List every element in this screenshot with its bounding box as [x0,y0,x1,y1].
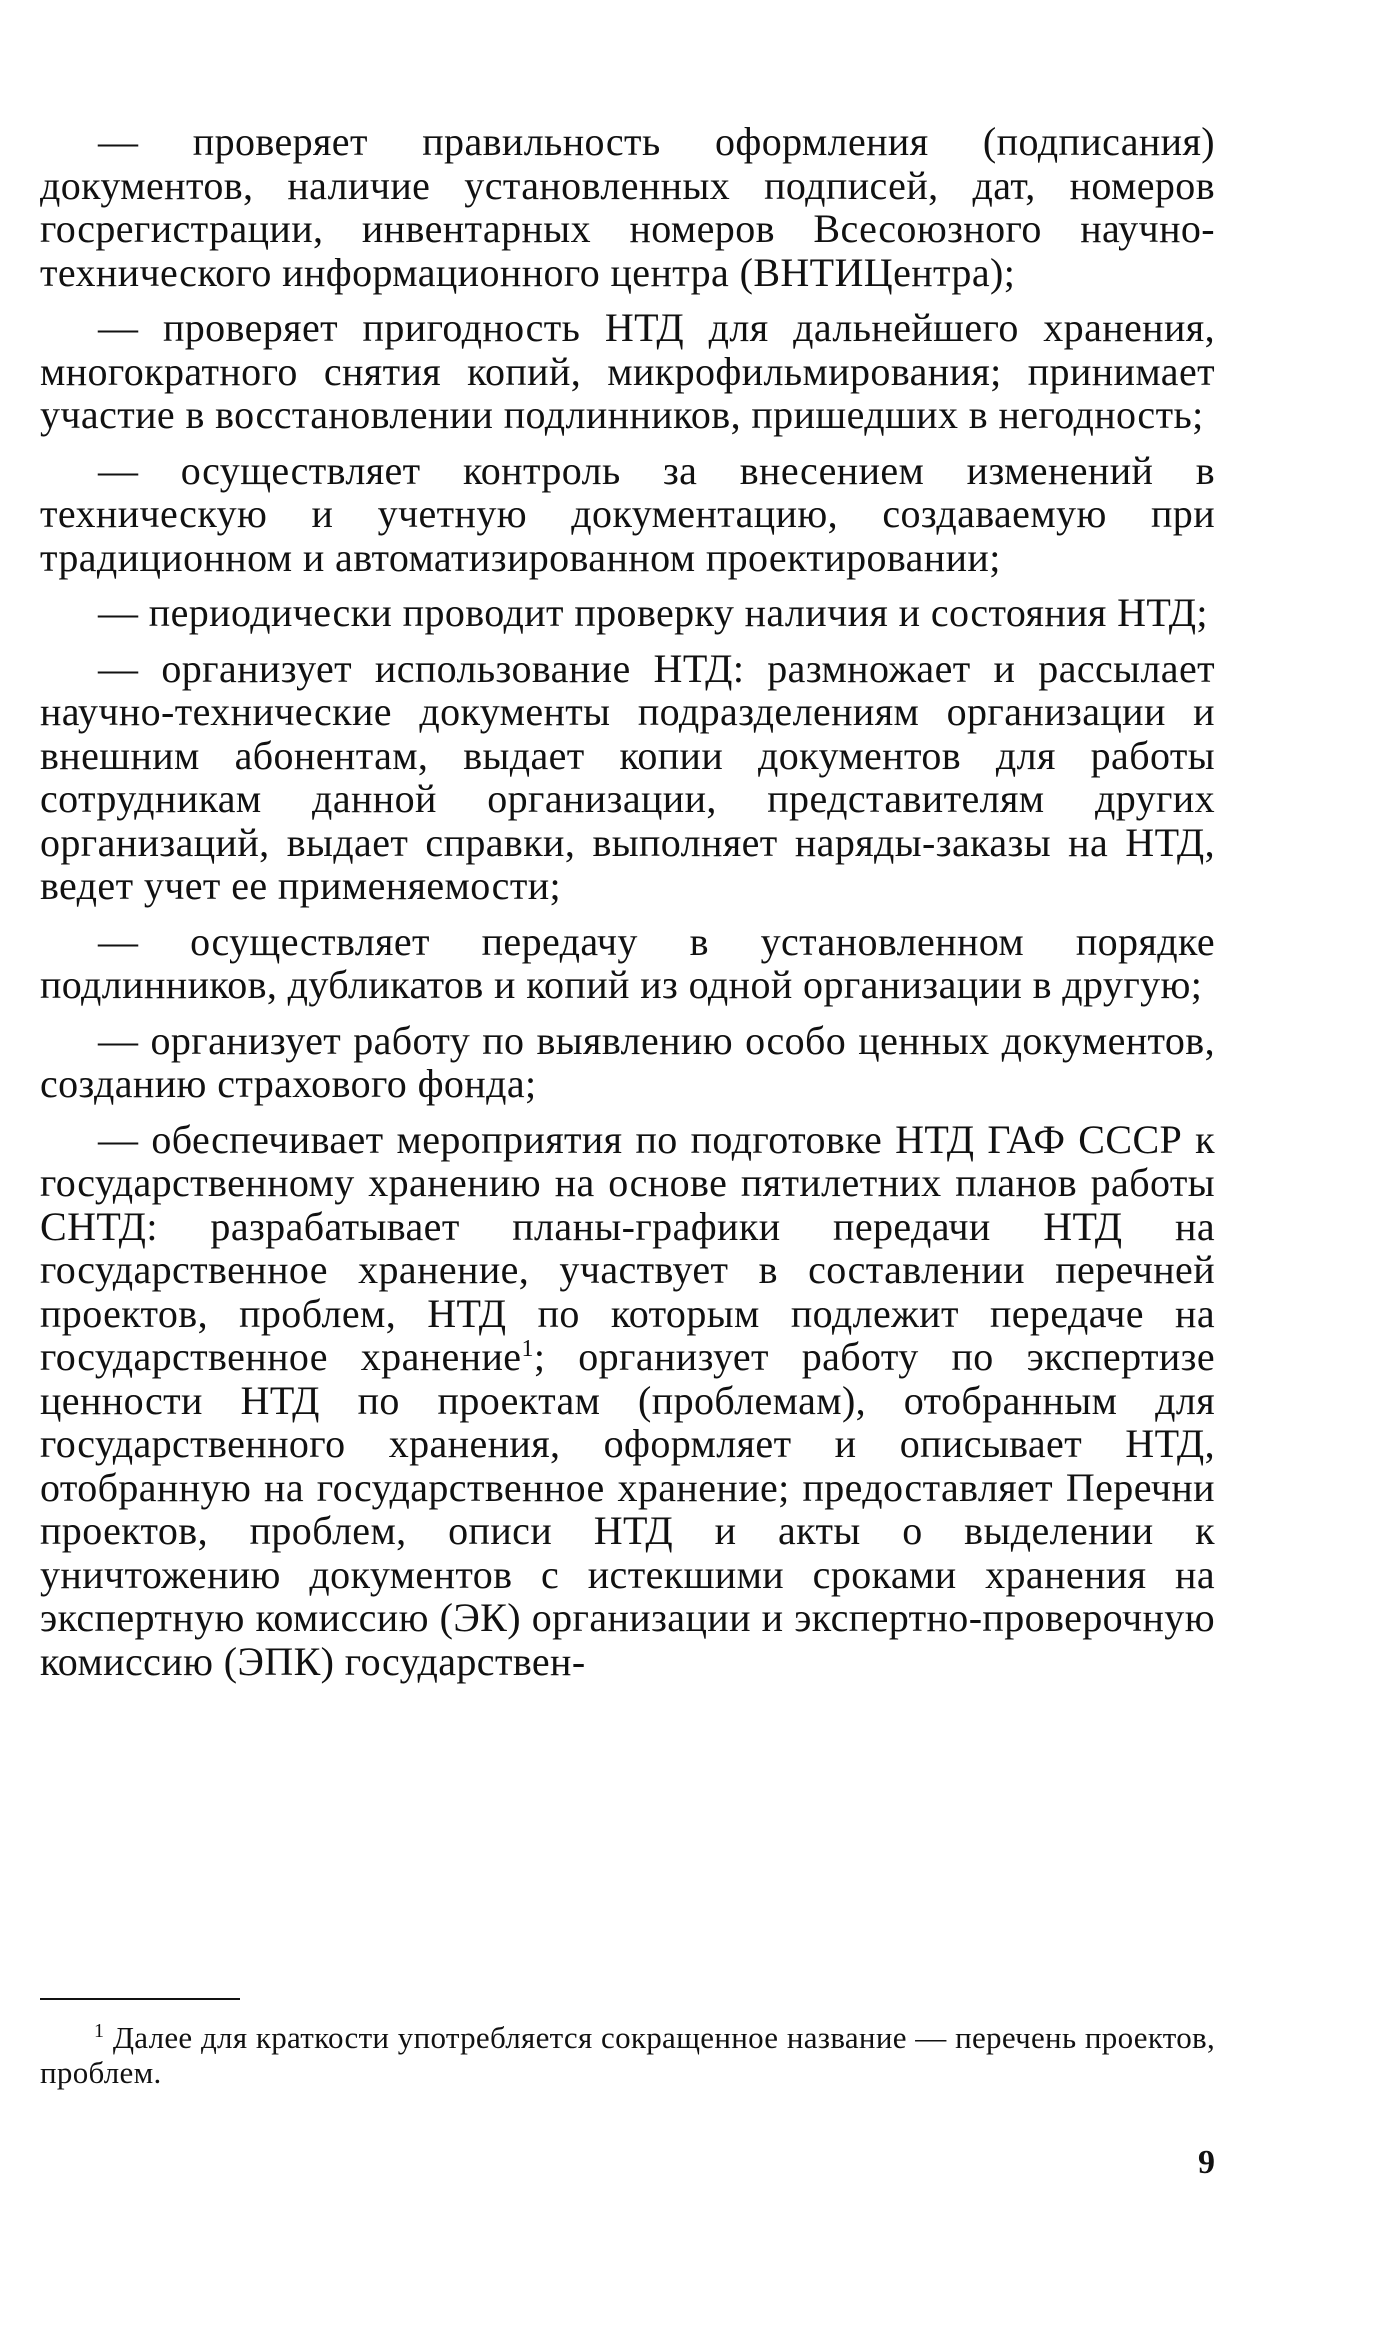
page-number: 9 [1198,2144,1215,2181]
paragraph-signature-check: — проверяет правильность оформления (подписания) документов, наличие установленных подписей, дат, номеров госрегистрации, инвентарных номеров Всесоюзного научно-технического информационного центра (ВНТИЦентра); [40,119,1215,295]
paragraph-usage-organization: — организует использование НТД: размножает и рассылает научно-технические документы подразделениям организации и внешним абонентам, выдает копии документов для работы сотрудникам данной организации, представителям других организаций, выдает справки, выполняет наряды-заказы на НТД, ведет учет ее применяемости; [40,645,1215,908]
paragraph-state-storage-part-1: — обеспечивает мероприятия по подготовке НТД ГАФ СССР к государственному хранению на основе пятилетних планов работы СНТД: разрабатывает планы-графики передачи НТД на государственное хранение, участвует в составлении перечней проектов, проблем, НТД по которым подлежит передаче на государственное хранение [40,1116,1215,1379]
paragraph-valuable-documents: — организует работу по выявлению особо ценных документов, созданию страхового фонда; [40,1017,1215,1106]
footnote-divider [40,1998,240,2000]
main-text [40,120,1215,1695]
footnote-mark: 1 [94,2020,105,2042]
paragraph-transfer: — осуществляет передачу в установленном порядке подлинников, дубликатов и копий из одной организации в другую; [40,918,1215,1007]
paragraph-suitability-check: — проверяет пригодность НТД для дальнейшего хранения, многократного снятия копий, микрофильмирования; принимает участие в восстановлении подлинников, пришедших в негодность; [40,305,1215,437]
paragraph-state-storage-part-2: ; организует работу по экспертизе ценности НТД по проектам (проблемам), отобранным для государственного хранения, оформляет и описывает НТД, отобранную на государственное хранение; предоставляет Перечни проектов, проблем, описи НТД и акты о выделении к уничтожению документов с истекшими сроками хранения на экспертную комиссию (ЭК) организации и экспертно-проверочную комиссию (ЭПК) государствен- [40,1334,1215,1684]
paragraph-change-control: — осуществляет контроль за внесением изменений в техническую и учетную документацию, создаваемую при традиционном и автоматизированном проектировании; [40,447,1215,580]
footnote-reference: 1 [521,1336,534,1362]
footnote [40,2020,1215,2090]
paragraph-periodic-check: — периодически проводит проверку наличия и состояния НТД; [98,590,1208,635]
paragraph-state-storage [40,1118,1215,1684]
footnote-text: Далее для краткости употребляется сокращенное название — перечень проектов, проблем. [40,2020,1215,2090]
